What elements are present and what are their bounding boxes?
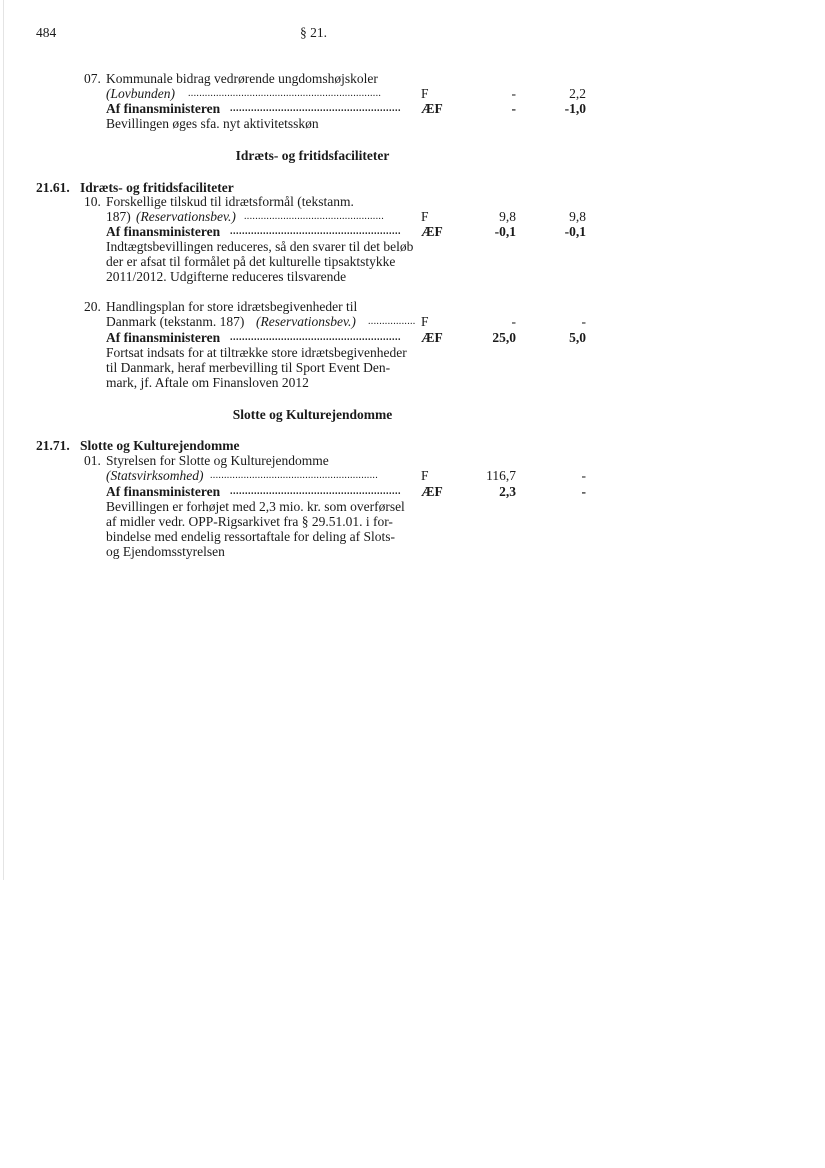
item-note: og Ejendomsstyrelsen: [106, 544, 225, 559]
item-note: der er afsat til formålet på det kulturelle tipsaktstykke: [106, 254, 396, 269]
value-col1: 9,8: [499, 209, 516, 224]
budget-flag: ÆF: [421, 101, 443, 116]
item-note: 2011/2012. Udgifterne reduceres tilsvarende: [106, 269, 347, 284]
item-title: Kommunale bidrag vedrørende ungdomshøjskoler: [106, 71, 378, 86]
section-heading: Slotte og Kulturejendomme: [232, 407, 393, 422]
item-subtitle: (Statsvirksomhed): [106, 468, 204, 483]
value-col1: 25,0: [492, 330, 516, 345]
section-header: § 21.: [300, 25, 327, 40]
item-note: Fortsat indsats for at tiltrække store idrætsbegivenheder: [106, 345, 407, 360]
item-subtitle: (Reservationsbev.): [136, 209, 236, 224]
item-note: Indtægtsbevillingen reduceres, så den svarer til det beløb: [106, 239, 414, 254]
budget-flag: ÆF: [421, 224, 443, 239]
value-col1: -: [511, 314, 516, 329]
leader-dots: .........................................................: [230, 486, 401, 497]
leader-dots: .........................................................: [230, 332, 401, 343]
item-title-cont: 187): [106, 209, 131, 224]
value-col2: -: [581, 484, 586, 499]
fin-label: Af finansministeren: [106, 330, 221, 345]
leader-dots: .........................................................: [230, 103, 401, 114]
value-col1: -: [511, 101, 516, 116]
budget-flag: F: [421, 468, 429, 483]
scan-edge-line: [3, 0, 4, 880]
value-col1: 2,3: [499, 484, 516, 499]
value-col2: 2,2: [569, 86, 586, 101]
budget-flag: ÆF: [421, 484, 443, 499]
value-col2: 9,8: [569, 209, 586, 224]
account-title: Slotte og Kulturejendomme: [80, 438, 240, 453]
item-title-cont: Danmark (tekstanm. 187): [106, 314, 245, 329]
leader-dots: .....................................................................: [188, 88, 382, 99]
fin-label: Af finansministeren: [106, 101, 221, 116]
value-col2: 5,0: [569, 330, 586, 345]
item-title: Handlingsplan for store idrætsbegivenheder til: [106, 299, 358, 314]
item-title: Styrelsen for Slotte og Kulturejendomme: [106, 453, 329, 468]
item-subtitle: (Lovbunden): [106, 86, 175, 101]
item-note: bindelse med endelig ressortaftale for deling af Slots-: [106, 529, 396, 544]
leader-dots: ..................................................: [244, 211, 384, 222]
fin-label: Af finansministeren: [106, 484, 221, 499]
fin-label: Af finansministeren: [106, 224, 221, 239]
budget-flag: F: [421, 209, 429, 224]
item-subtitle: (Reservationsbev.): [256, 314, 356, 329]
item-note: Bevillingen er forhøjet med 2,3 mio. kr. som overførsel: [106, 499, 405, 514]
value-col1: -: [511, 86, 516, 101]
page-number: 484: [36, 25, 57, 40]
item-title: Forskellige tilskud til idrætsformål (tekstanm.: [106, 194, 354, 209]
budget-flag: ÆF: [421, 330, 443, 345]
value-col1: 116,7: [486, 468, 516, 483]
item-note: til Danmark, heraf merbevilling til Sport Event Den-: [106, 360, 391, 375]
account-code: 21.61.: [36, 180, 70, 195]
item-note: Bevillingen øges sfa. nyt aktivitetsskøn: [106, 116, 319, 131]
item-note: af midler vedr. OPP-Rigsarkivet fra § 29.51.01. i for-: [106, 514, 393, 529]
account-code: 21.71.: [36, 438, 70, 453]
value-col2: -: [581, 314, 586, 329]
account-title: Idræts- og fritidsfaciliteter: [80, 180, 234, 195]
item-number: 01.: [84, 453, 101, 468]
leader-dots: .................: [368, 316, 416, 327]
value-col1: -0,1: [494, 224, 516, 239]
value-col2: -0,1: [564, 224, 586, 239]
item-number: 20.: [84, 299, 101, 314]
section-heading: Idræts- og fritidsfaciliteter: [235, 148, 390, 163]
leader-dots: ............................................................: [210, 470, 378, 481]
item-number: 10.: [84, 194, 101, 209]
item-note: mark, jf. Aftale om Finansloven 2012: [106, 375, 309, 390]
budget-flag: F: [421, 314, 429, 329]
value-col2: -1,0: [564, 101, 586, 116]
leader-dots: .........................................................: [230, 226, 401, 237]
budget-flag: F: [421, 86, 429, 101]
item-number: 07.: [84, 71, 101, 86]
value-col2: -: [581, 468, 586, 483]
